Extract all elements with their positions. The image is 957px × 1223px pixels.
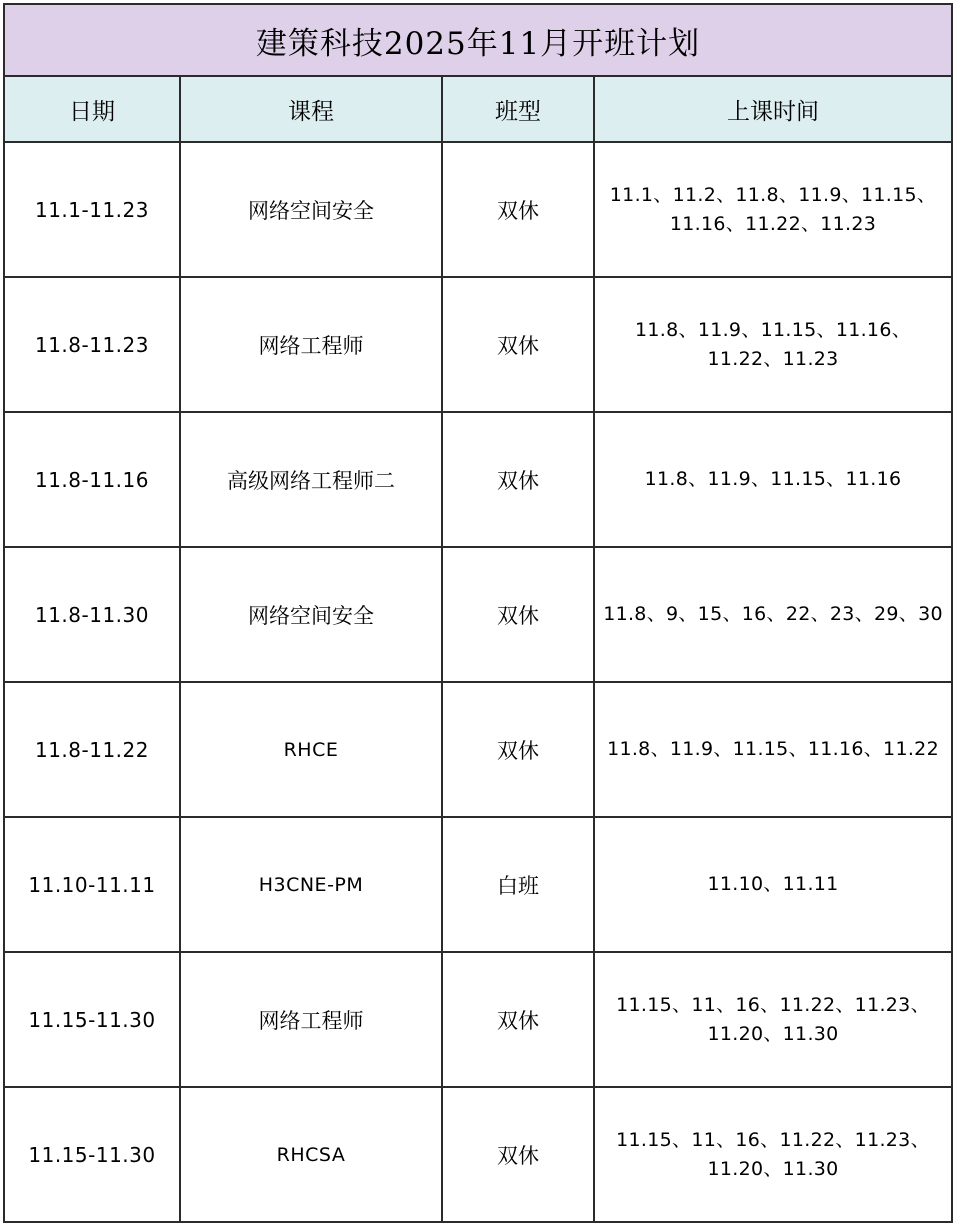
cell-date: 11.8-11.30	[4, 547, 180, 682]
cell-class-type: 双休	[442, 142, 594, 277]
cell-date: 11.15-11.30	[4, 952, 180, 1087]
column-header-class-type: 班型	[442, 76, 594, 142]
cell-class-time: 11.15、11、16、11.22、11.23、11.20、11.30	[594, 952, 952, 1087]
cell-course: RHCSA	[180, 1087, 442, 1222]
cell-class-time: 11.15、11、16、11.22、11.23、11.20、11.30	[594, 1087, 952, 1222]
table-row	[4, 142, 952, 277]
cell-course: 网络空间安全	[180, 547, 442, 682]
table-row	[4, 277, 952, 412]
cell-date: 11.1-11.23	[4, 142, 180, 277]
title-row	[4, 4, 952, 76]
cell-date: 11.8-11.22	[4, 682, 180, 817]
course-schedule-table	[3, 3, 953, 1223]
table-row	[4, 817, 952, 952]
table-row	[4, 682, 952, 817]
table-row	[4, 1087, 952, 1222]
table-row	[4, 952, 952, 1087]
table-row	[4, 412, 952, 547]
table-row	[4, 547, 952, 682]
cell-class-time: 11.10、11.11	[594, 817, 952, 952]
cell-class-type: 双休	[442, 277, 594, 412]
cell-course: H3CNE-PM	[180, 817, 442, 952]
cell-class-type: 双休	[442, 682, 594, 817]
column-header-course: 课程	[180, 76, 442, 142]
cell-class-time: 11.8、9、15、16、22、23、29、30	[594, 547, 952, 682]
cell-date: 11.8-11.16	[4, 412, 180, 547]
cell-course: 网络工程师	[180, 952, 442, 1087]
cell-date: 11.10-11.11	[4, 817, 180, 952]
cell-date: 11.8-11.23	[4, 277, 180, 412]
cell-class-type: 双休	[442, 547, 594, 682]
cell-class-type: 双休	[442, 412, 594, 547]
cell-course: 高级网络工程师二	[180, 412, 442, 547]
cell-date: 11.15-11.30	[4, 1087, 180, 1222]
cell-class-time: 11.8、11.9、11.15、11.16、11.22	[594, 682, 952, 817]
cell-class-type: 双休	[442, 1087, 594, 1222]
header-row	[4, 76, 952, 142]
cell-class-time: 11.8、11.9、11.15、11.16、11.22、11.23	[594, 277, 952, 412]
cell-class-time: 11.8、11.9、11.15、11.16	[594, 412, 952, 547]
cell-class-type: 双休	[442, 952, 594, 1087]
cell-course: 网络空间安全	[180, 142, 442, 277]
document-title: 建策科技2025年11月开班计划	[4, 4, 952, 76]
cell-course: RHCE	[180, 682, 442, 817]
cell-class-time: 11.1、11.2、11.8、11.9、11.15、11.16、11.22、11.23	[594, 142, 952, 277]
column-header-class-time: 上课时间	[594, 76, 952, 142]
column-header-date: 日期	[4, 76, 180, 142]
cell-class-type: 白班	[442, 817, 594, 952]
cell-course: 网络工程师	[180, 277, 442, 412]
